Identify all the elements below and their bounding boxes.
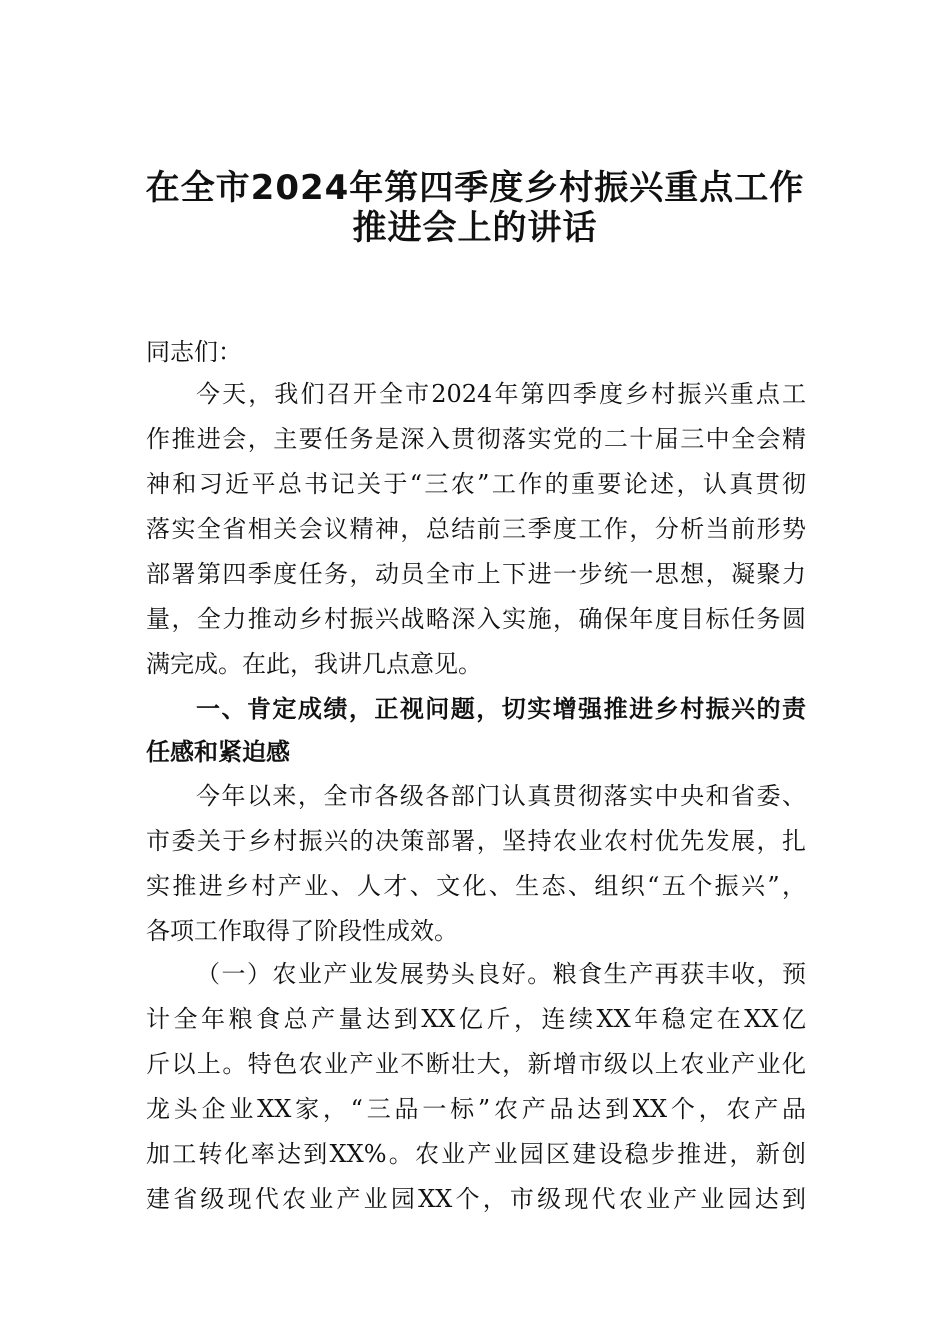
- subsection-1-line-5: 加工转化率达到XX%。农业产业园区建设稳步推进，新创: [146, 1140, 806, 1168]
- intro-line-4: 落实全省相关会议精神，总结前三季度工作，分析当前形势: [146, 515, 806, 543]
- section-1-body-line-3: 实推进乡村产业、人才、文化、生态、组织“五个振兴”，: [146, 872, 806, 900]
- section-1-body-line-2: 市委关于乡村振兴的决策部署，坚持农业农村优先发展，扎: [146, 827, 806, 855]
- document-title-line-2: 推进会上的讲话: [352, 208, 598, 248]
- subsection-1-line-6: 建省级现代农业产业园XX个，市级现代农业产业园达到: [146, 1185, 806, 1213]
- subsection-1-line-4: 龙头企业XX家，“三品一标”农产品达到XX个，农产品: [146, 1095, 806, 1123]
- section-1-heading-line-2: 任感和紧迫感: [146, 738, 290, 766]
- intro-line-3: 神和习近平总书记关于“三农”工作的重要论述，认真贯彻: [146, 470, 806, 498]
- document-title-line-1: 在全市2024年第四季度乡村振兴重点工作: [145, 168, 805, 208]
- intro-line-6: 量，全力推动乡村振兴战略深入实施，确保年度目标任务圆: [146, 605, 806, 633]
- section-1-body-line-1: 今年以来，全市各级各部门认真贯彻落实中央和省委、: [196, 782, 806, 810]
- intro-line-7: 满完成。在此，我讲几点意见。: [146, 650, 482, 678]
- subsection-1-first-line-text: 粮食生产再获丰收，预: [552, 960, 807, 988]
- subsection-1-line-1: [196, 954, 806, 994]
- intro-line-1: 今天，我们召开全市2024年第四季度乡村振兴重点工: [196, 380, 806, 408]
- subsection-1-heading: （一）农业产业发展势头良好。: [196, 960, 553, 988]
- section-1-heading-line-1: 一、肯定成绩，正视问题，切实增强推进乡村振兴的责: [196, 695, 806, 723]
- intro-line-5: 部署第四季度任务，动员全市上下进一步统一思想，凝聚力: [146, 560, 806, 588]
- subsection-1-line-2: 计全年粮食总产量达到XX亿斤，连续XX年稳定在XX亿: [146, 1005, 806, 1033]
- section-1-body-line-4: 各项工作取得了阶段性成效。: [146, 917, 458, 945]
- subsection-1-line-3: 斤以上。特色农业产业不断壮大，新增市级以上农业产业化: [146, 1050, 806, 1078]
- salutation: 同志们：: [146, 338, 242, 366]
- intro-line-2: 作推进会，主要任务是深入贯彻落实党的二十届三中全会精: [146, 425, 806, 453]
